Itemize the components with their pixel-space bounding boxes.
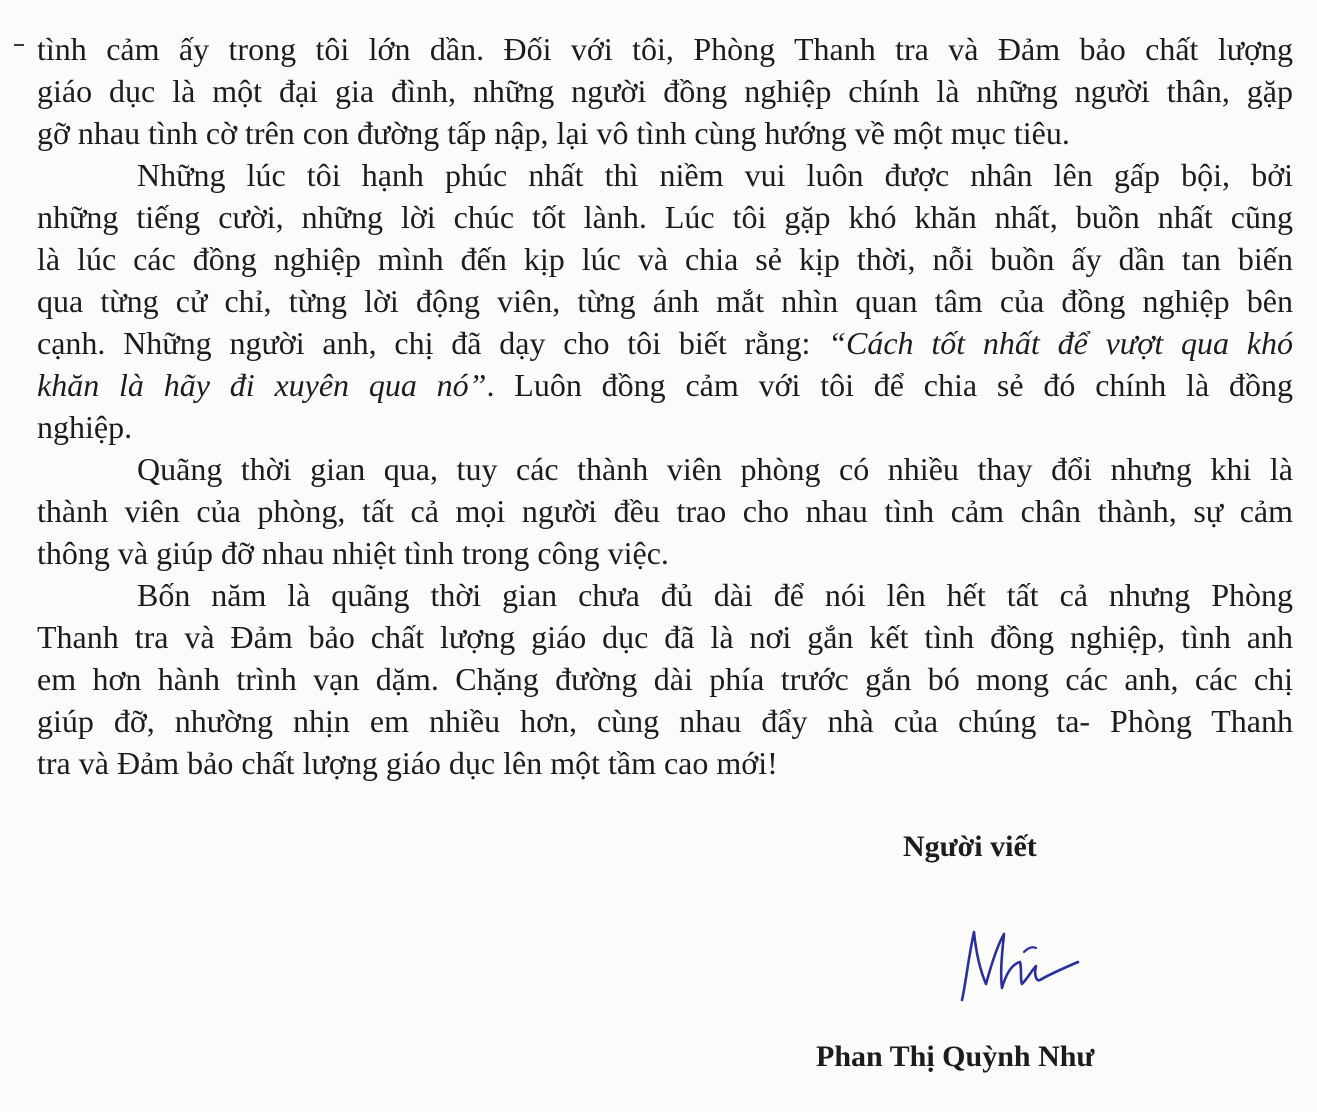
text-line: là lúc các đồng nghiệp mình đến kịp lúc và chia sẻ kịp thời, nỗi buồn ấy dần tan biến [37, 241, 1293, 277]
text-line [37, 322, 1293, 364]
text-line: tra và Đảm bảo chất lượng giáo dục lên một tầm cao mới! [37, 745, 778, 781]
quote-fragment: “Cách tốt nhất để vượt qua khó [828, 325, 1294, 361]
text-line: những tiếng cười, những lời chúc tốt lành. Lúc tôi gặp khó khăn nhất, buồn nhất cũng [37, 199, 1293, 235]
text-line: tình cảm ấy trong tôi lớn dần. Đối với tôi, Phòng Thanh tra và Đảm bảo chất lượng [37, 31, 1293, 67]
stray-mark [14, 44, 24, 46]
author-name: Phan Thị Quỳnh Như [816, 1040, 1095, 1073]
text-line [37, 364, 1293, 406]
signoff-label: Người viết [903, 830, 1037, 863]
text-fragment: cạnh. Những người anh, chị đã dạy cho tôi biết rằng: [37, 325, 829, 361]
paragraph-4 [37, 574, 1293, 784]
text-line: giúp đỡ, nhường nhịn em nhiều hơn, cùng nhau đẩy nhà của chúng ta- Phòng Thanh [37, 703, 1293, 739]
text-line: thành viên của phòng, tất cả mọi người đều trao cho nhau tình cảm chân thành, sự cảm [37, 493, 1293, 529]
text-line: gỡ nhau tình cờ trên con đường tấp nập, lại vô tình cùng hướng về một mục tiêu. [37, 115, 1070, 151]
text-line: nghiệp. [37, 409, 133, 445]
text-line: em hơn hành trình vạn dặm. Chặng đường dài phía trước gắn bó mong các anh, các chị [37, 661, 1293, 697]
quote-fragment: khăn là hãy đi xuyên qua nó” [37, 367, 487, 403]
text-line: thông và giúp đỡ nhau nhiệt tình trong công việc. [37, 535, 669, 571]
text-line: Thanh tra và Đảm bảo chất lượng giáo dục đã là nơi gắn kết tình đồng nghiệp, tình anh [37, 619, 1293, 655]
text-line: Bốn năm là quãng thời gian chưa đủ dài để nói lên hết tất cả nhưng Phòng [137, 577, 1293, 613]
text-line: qua từng cử chỉ, từng lời động viên, từng ánh mắt nhìn quan tâm của đồng nghiệp bên [37, 283, 1293, 319]
letter-body [37, 28, 1293, 784]
paragraph-3 [37, 448, 1293, 574]
paragraph-1 [37, 28, 1293, 154]
handwritten-signature [940, 922, 1090, 1012]
text-line: giáo dục là một đại gia đình, những người đồng nghiệp chính là những người thân, gặp [37, 73, 1293, 109]
text-line: Quãng thời gian qua, tuy các thành viên phòng có nhiều thay đổi nhưng khi là [137, 451, 1293, 487]
text-fragment: . Luôn đồng cảm với tôi để chia sẻ đó chính là đồng [486, 367, 1293, 403]
text-line: Những lúc tôi hạnh phúc nhất thì niềm vui luôn được nhân lên gấp bội, bởi [137, 157, 1293, 193]
paragraph-2 [37, 154, 1293, 448]
